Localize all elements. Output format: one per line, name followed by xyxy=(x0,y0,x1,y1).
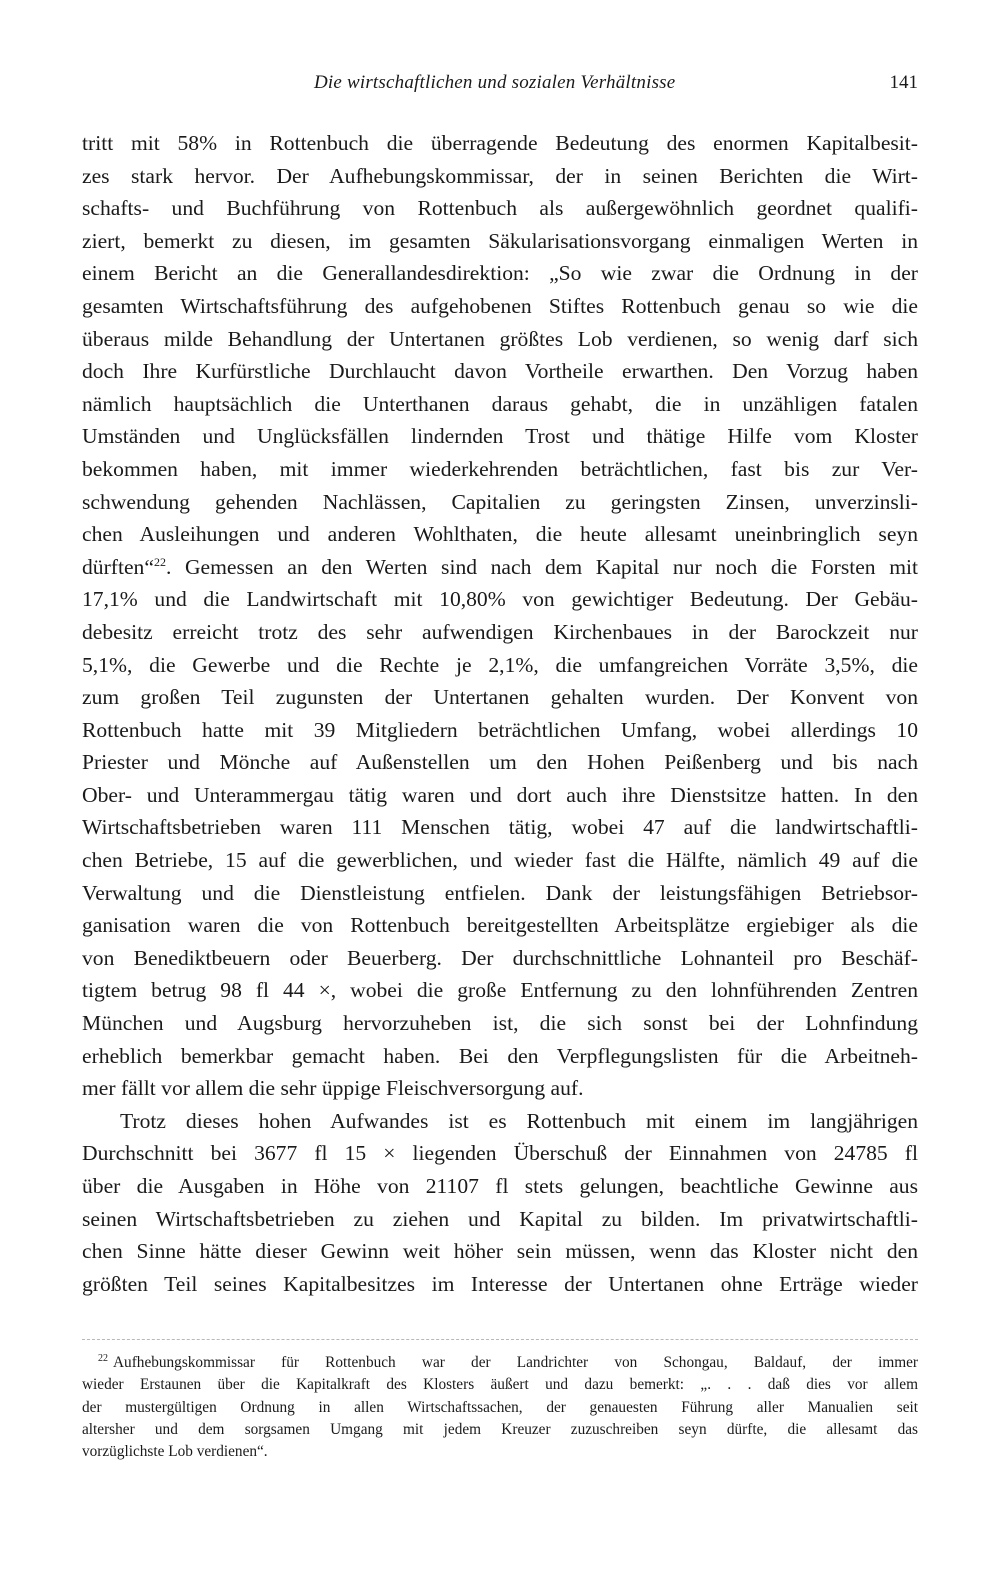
footnotes xyxy=(82,1352,918,1463)
text-line: chen Ausleihungen und anderen Wohlthaten, die heute allesamt uneinbringlich seyn xyxy=(82,522,918,547)
text-line: tritt mit 58% in Rottenbuch die überragende Bedeutung des enormen Kapitalbesit- xyxy=(82,131,918,155)
text-line: Ober- und Unterammergau tätig waren und dort auch ihre Dienstsitze hatten. In den xyxy=(82,782,918,807)
text-line: einem Bericht an die Generallandesdirektion: „So wie zwar die Ordnung in der xyxy=(82,261,918,286)
text-fragment: . Gemessen an den Werten sind nach dem Kapital nur noch die Forsten mit xyxy=(165,554,918,579)
running-head xyxy=(82,72,918,104)
text-line: zes stark hervor. Der Aufhebungskommissar, der in seinen Berichten die Wirt- xyxy=(82,163,918,188)
text-line: größten Teil seines Kapitalbesitzes im Interesse der Untertanen ohne Erträge wieder xyxy=(82,1271,918,1296)
text-line: Verwaltung und die Dienstleistung entfielen. Dank der leistungsfähigen Betriebsor- xyxy=(82,880,918,905)
running-title: Die wirtschaftlichen und sozialen Verhältnisse xyxy=(314,72,676,93)
text-line: Trotz dieses hohen Aufwandes ist es Rottenbuch mit einem im langjährigen xyxy=(120,1108,918,1133)
text-line: zum großen Teil zugunsten der Untertanen gehalten wurden. Der Konvent von xyxy=(82,685,918,710)
text-line: nämlich hauptsächlich die Unterthanen daraus gehabt, die in unzähligen fatalen xyxy=(82,391,918,416)
text-line: erheblich bemerkbar gemacht haben. Bei den Verpflegungslisten für die Arbeitneh- xyxy=(82,1043,918,1068)
text-line: chen Sinne hätte dieser Gewinn weit höher sein müssen, wenn das Kloster nicht den xyxy=(82,1239,918,1264)
footnote-reference[interactable]: 22 xyxy=(153,554,166,569)
text-line: 17,1% und die Landwirtschaft mit 10,80% von gewichtiger Bedeutung. Der Gebäu- xyxy=(82,587,918,612)
text-line: mer fällt vor allem die sehr üppige Fleischversorgung auf. xyxy=(82,1076,584,1101)
footnote-line: der mustergültigen Ordnung in allen Wirtschaftssachen, der genauesten Führung aller Manualien seit xyxy=(82,1398,918,1416)
body-text xyxy=(82,127,918,1300)
text-line: bekommen haben, mit immer wiederkehrenden beträchtlichen, fast bis zur Ver- xyxy=(82,456,918,481)
text-line: ganisation waren die von Rottenbuch bereitgestellten Arbeitsplätze ergiebiger als die xyxy=(82,913,918,938)
text-line-with-footnote xyxy=(82,551,918,584)
footnote-text: Aufhebungskommissar für Rottenbuch war der Landrichter von Schongau, Baldauf, der immer xyxy=(113,1354,918,1371)
footnote-line: altersher und dem sorgsamen Umgang mit jedem Kreuzer zuzuschreiben seyn dürfte, die allesamt das xyxy=(82,1420,918,1438)
text-line: schwendung gehenden Nachlässen, Capitalien zu geringsten Zinsen, unverzinsli- xyxy=(82,489,918,514)
text-line: über die Ausgaben in Höhe von 21107 fl stets gelungen, beachtliche Gewinne aus xyxy=(82,1174,918,1198)
text-line: seinen Wirtschaftsbetrieben zu ziehen und Kapital zu bilden. Im privatwirtschaftli- xyxy=(82,1206,918,1231)
text-line: Rottenbuch hatte mit 39 Mitgliedern beträchtlichen Umfang, wobei allerdings 10 xyxy=(82,717,918,742)
text-line: München und Augsburg hervorzuheben ist, die sich sonst bei der Lohnfindung xyxy=(82,1011,918,1036)
text-line: doch Ihre Kurfürstliche Durchlaucht davon Vortheile erwarthen. Den Vorzug haben xyxy=(82,359,918,384)
footnote-line xyxy=(82,1352,918,1374)
footnote-line: wieder Erstaunen über die Kapitalkraft des Klosters äußert und dazu bemerkt: „. . . daß dies vor allem xyxy=(82,1376,918,1394)
text-fragment: dürften“ xyxy=(82,554,154,579)
text-line: Wirtschaftsbetrieben waren 111 Menschen tätig, wobei 47 auf die landwirtschaftli- xyxy=(82,815,918,840)
footnote-number: 22 xyxy=(98,1353,108,1364)
text-line: gesamten Wirtschaftsführung des aufgehobenen Stiftes Rottenbuch genau so wie die xyxy=(82,293,918,318)
footnote-divider xyxy=(82,1339,918,1341)
text-line: Priester und Mönche auf Außenstellen um den Hohen Peißenberg und bis nach xyxy=(82,750,918,775)
text-line: debesitz erreicht trotz des sehr aufwendigen Kirchenbaues in der Barockzeit nur xyxy=(82,619,918,644)
footnote-line: vorzüglichste Lob verdienen“. xyxy=(82,1443,268,1461)
page-number: 141 xyxy=(889,72,918,93)
text-line: schafts- und Buchführung von Rottenbuch als außergewöhnlich geordnet qualifi- xyxy=(82,196,918,221)
text-line: Umständen und Unglücksfällen lindernden Trost und thätige Hilfe vom Kloster xyxy=(82,424,918,449)
text-line: chen Betriebe, 15 auf die gewerblichen, und wieder fast die Hälfte, nämlich 49 auf die xyxy=(82,848,918,873)
text-line: ziert, bemerkt zu diesen, im gesamten Säkularisationsvorgang einmaligen Werten in xyxy=(82,228,918,253)
text-line: 5,1%, die Gewerbe und die Rechte je 2,1%, die umfangreichen Vorräte 3,5%, die xyxy=(82,652,918,677)
text-line: tigtem betrug 98 fl 44 ×, wobei die große Entfernung zu den lohnführenden Zentren xyxy=(82,978,918,1003)
text-line: von Benediktbeuern oder Beuerberg. Der durchschnittliche Lohnanteil pro Beschäf- xyxy=(82,945,918,970)
text-line: überaus milde Behandlung der Untertanen größtes Lob verdienen, so wenig darf sich xyxy=(82,326,918,351)
text-line: Durchschnitt bei 3677 fl 15 × liegenden Überschuß der Einnahmen von 24785 fl xyxy=(82,1141,918,1166)
